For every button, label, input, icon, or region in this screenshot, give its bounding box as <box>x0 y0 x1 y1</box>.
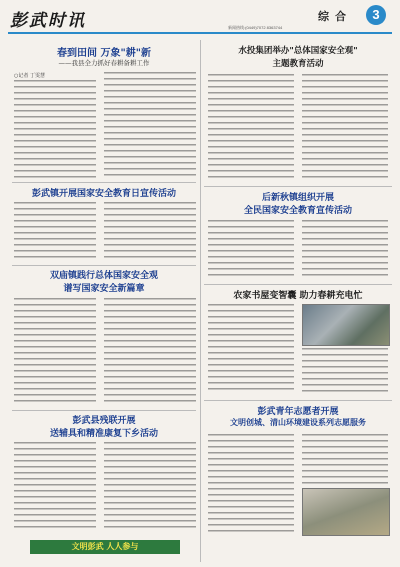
masthead-rule <box>8 32 392 34</box>
article-headline: 后新秋镇组织开展 <box>261 193 334 203</box>
masthead <box>8 4 392 34</box>
article-headline: 春到田间 万象"耕"新 <box>57 48 151 59</box>
article-body-text <box>302 434 388 484</box>
section-label: 综合 <box>318 10 352 23</box>
article-divider <box>12 182 196 183</box>
article-divider <box>12 265 196 266</box>
article-divider <box>204 284 392 285</box>
page-number-badge: 3 <box>366 5 386 25</box>
article-headline: 水投集团举办"总体国家安全观" <box>238 46 358 56</box>
article-body-text <box>14 298 96 406</box>
article-body-text <box>208 220 294 280</box>
article-body-text <box>302 74 388 182</box>
article-headline-line2: 谱写国家安全新篇章 <box>63 284 145 294</box>
newspaper-title: 彭武时讯 <box>10 11 86 31</box>
article-body-text <box>208 74 294 182</box>
article-body-text <box>104 442 196 532</box>
article-byline: ○记者 丁雯慧 <box>14 73 45 79</box>
article-headline-line2: 送辅具和精准康复下乡活动 <box>49 429 158 439</box>
article-body-text <box>104 72 196 180</box>
article-headline-line2: 文明创城、清山环境建设系列志愿服务 <box>230 417 366 427</box>
news-photo <box>302 488 390 536</box>
article-body-text <box>208 304 294 394</box>
article-headline: 农家书屋变智囊 助力春耕充电忙 <box>233 291 363 301</box>
news-photo <box>302 304 390 346</box>
article-headline: 彭武镇开展国家安全教育日宣传活动 <box>31 189 176 199</box>
article-body-text <box>104 298 196 406</box>
article-body-text <box>14 80 96 180</box>
article-divider <box>204 186 392 187</box>
article-headline-line2: 主题教育活动 <box>272 59 324 69</box>
column-divider <box>200 40 201 562</box>
article-subhead: ——我县全力抓好春耕备耕工作 <box>58 59 150 67</box>
article-divider <box>204 400 392 401</box>
article-divider <box>12 410 196 411</box>
article-headline: 彭武县残联开展 <box>72 416 136 426</box>
article-headline: 双庙镇践行总体国家安全观 <box>49 271 158 281</box>
article-body-text <box>302 348 388 396</box>
article-body-text <box>208 434 294 534</box>
masthead-info: 新闻热线:(0449)7072 8363744 <box>228 25 283 30</box>
article-body-text <box>14 202 96 262</box>
article-headline: 彭武青年志愿者开展 <box>257 407 339 417</box>
article-body-text <box>302 220 388 280</box>
bottom-banner: 文明彭武 人人参与 <box>30 540 180 554</box>
article-body-text <box>104 202 196 262</box>
article-body-text <box>14 442 96 532</box>
article-headline-line2: 全民国家安全教育宣传活动 <box>243 206 352 216</box>
